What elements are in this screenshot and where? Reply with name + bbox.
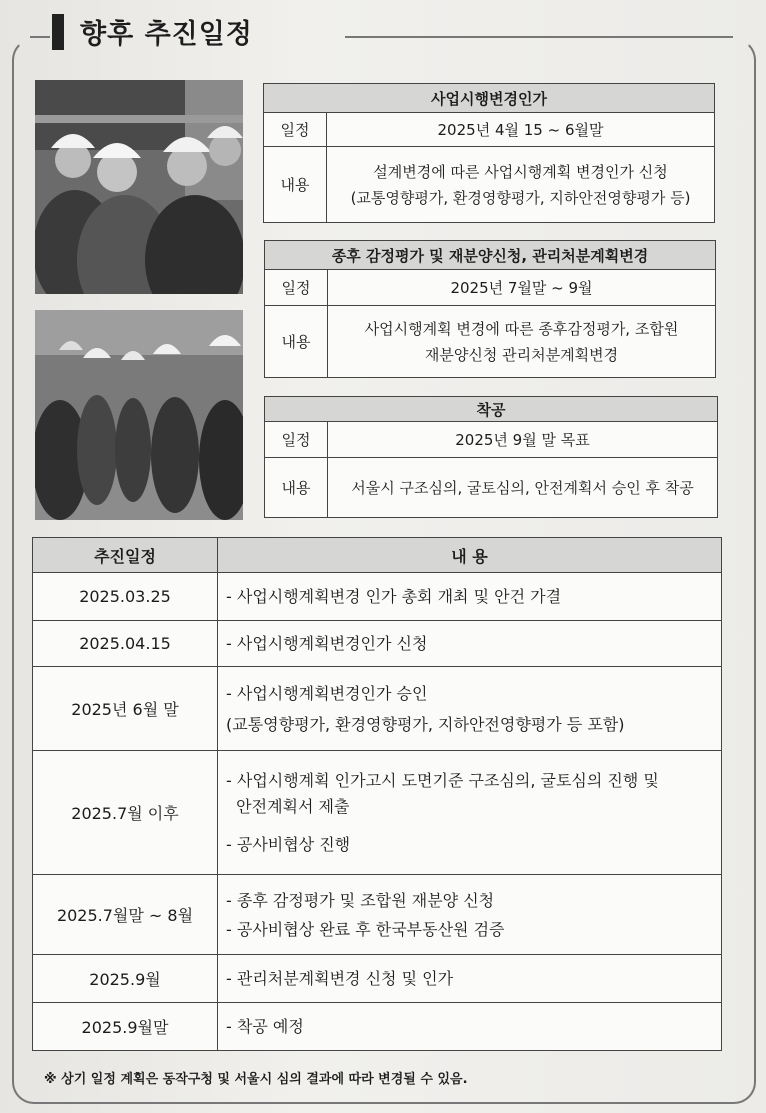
row-date: 2025.03.25 [33,573,218,621]
row-content [218,573,722,621]
row-content [218,875,722,955]
row-content [218,955,722,1003]
content-label: 내용 [264,147,327,223]
row-line: - 사업시행계획 인가고시 도면기준 구조심의, 굴토심의 진행 및 [226,770,659,790]
row-line: - 관리처분계획변경 신청 및 인가 [226,969,454,988]
content-line: 재분양신청 관리처분계획변경 [424,345,619,364]
schedule-table [32,537,722,1051]
table-row [33,751,722,875]
content-line: 서울시 구조심의, 굴토심의, 안전계획서 승인 후 착공 [351,479,694,497]
site-photo-1 [35,80,243,294]
schedule-value: 2025년 9월 말 목표 [328,422,718,458]
table-row [33,955,722,1003]
row-line: 안전계획서 제출 [226,796,350,816]
row-line: - 공사비협상 진행 [226,834,351,854]
row-line: - 사업시행계획변경 인가 총회 개최 및 안건 가결 [226,587,562,606]
schedule-box-2 [264,240,716,378]
box-heading: 사업시행변경인가 [264,84,715,113]
schedule-box-3 [264,396,718,518]
title-marker [52,14,64,50]
row-date: 2025.7월말 ~ 8월 [33,875,218,955]
row-line: - 공사비협상 완료 후 한국부동산원 검증 [226,919,505,939]
schedule-value: 2025년 7월말 ~ 9월 [328,270,716,306]
table-row [33,1003,722,1051]
content-label: 내용 [265,306,328,378]
table-row [33,875,722,955]
row-date: 2025.7월 이후 [33,751,218,875]
page-title: 향후 추진일정 [80,19,253,50]
box-heading: 종후 감정평가 및 재분양신청, 관리처분계획변경 [265,241,716,270]
schedule-label: 일정 [264,113,327,147]
schedule-label: 일정 [265,270,328,306]
site-photo-2 [35,310,243,520]
row-line: - 착공 예정 [226,1017,304,1036]
table-row [33,573,722,621]
row-line: (교통영향평가, 환경영향평가, 지하안전영향평가 등 포함) [226,714,625,734]
content-value [328,458,718,518]
row-content [218,1003,722,1051]
row-content [218,751,722,875]
header-date: 추진일정 [33,538,218,573]
row-line: - 사업시행계획변경인가 승인 [226,683,428,703]
content-line: 설계변경에 따른 사업시행계획 변경인가 신청 [373,162,668,181]
footnote: ※ 상기 일정 계획은 동작구청 및 서울시 심의 결과에 따라 변경될 수 있음. [44,1072,468,1087]
row-date: 2025.9월말 [33,1003,218,1051]
content-value [328,306,716,378]
content-value [327,147,715,223]
box-heading: 착공 [265,397,718,422]
table-row [33,621,722,667]
schedule-value: 2025년 4월 15 ~ 6월말 [327,113,715,147]
content-line: 사업시행계획 변경에 따른 종후감정평가, 조합원 [364,319,679,338]
row-date: 2025년 6월 말 [33,667,218,751]
content-label: 내용 [265,458,328,518]
schedule-label: 일정 [265,422,328,458]
row-content [218,621,722,667]
row-content [218,667,722,751]
row-date: 2025.9월 [33,955,218,1003]
row-date: 2025.04.15 [33,621,218,667]
row-line-spacer [226,820,721,832]
table-row [33,667,722,751]
row-line: - 사업시행계획변경인가 신청 [226,634,428,653]
row-line: - 종후 감정평가 및 조합원 재분양 신청 [226,890,495,910]
content-line: (교통영향평가, 환경영향평가, 지하안전영향평가 등) [350,188,691,207]
header-content: 내 용 [218,538,722,573]
schedule-box-1 [263,83,715,223]
